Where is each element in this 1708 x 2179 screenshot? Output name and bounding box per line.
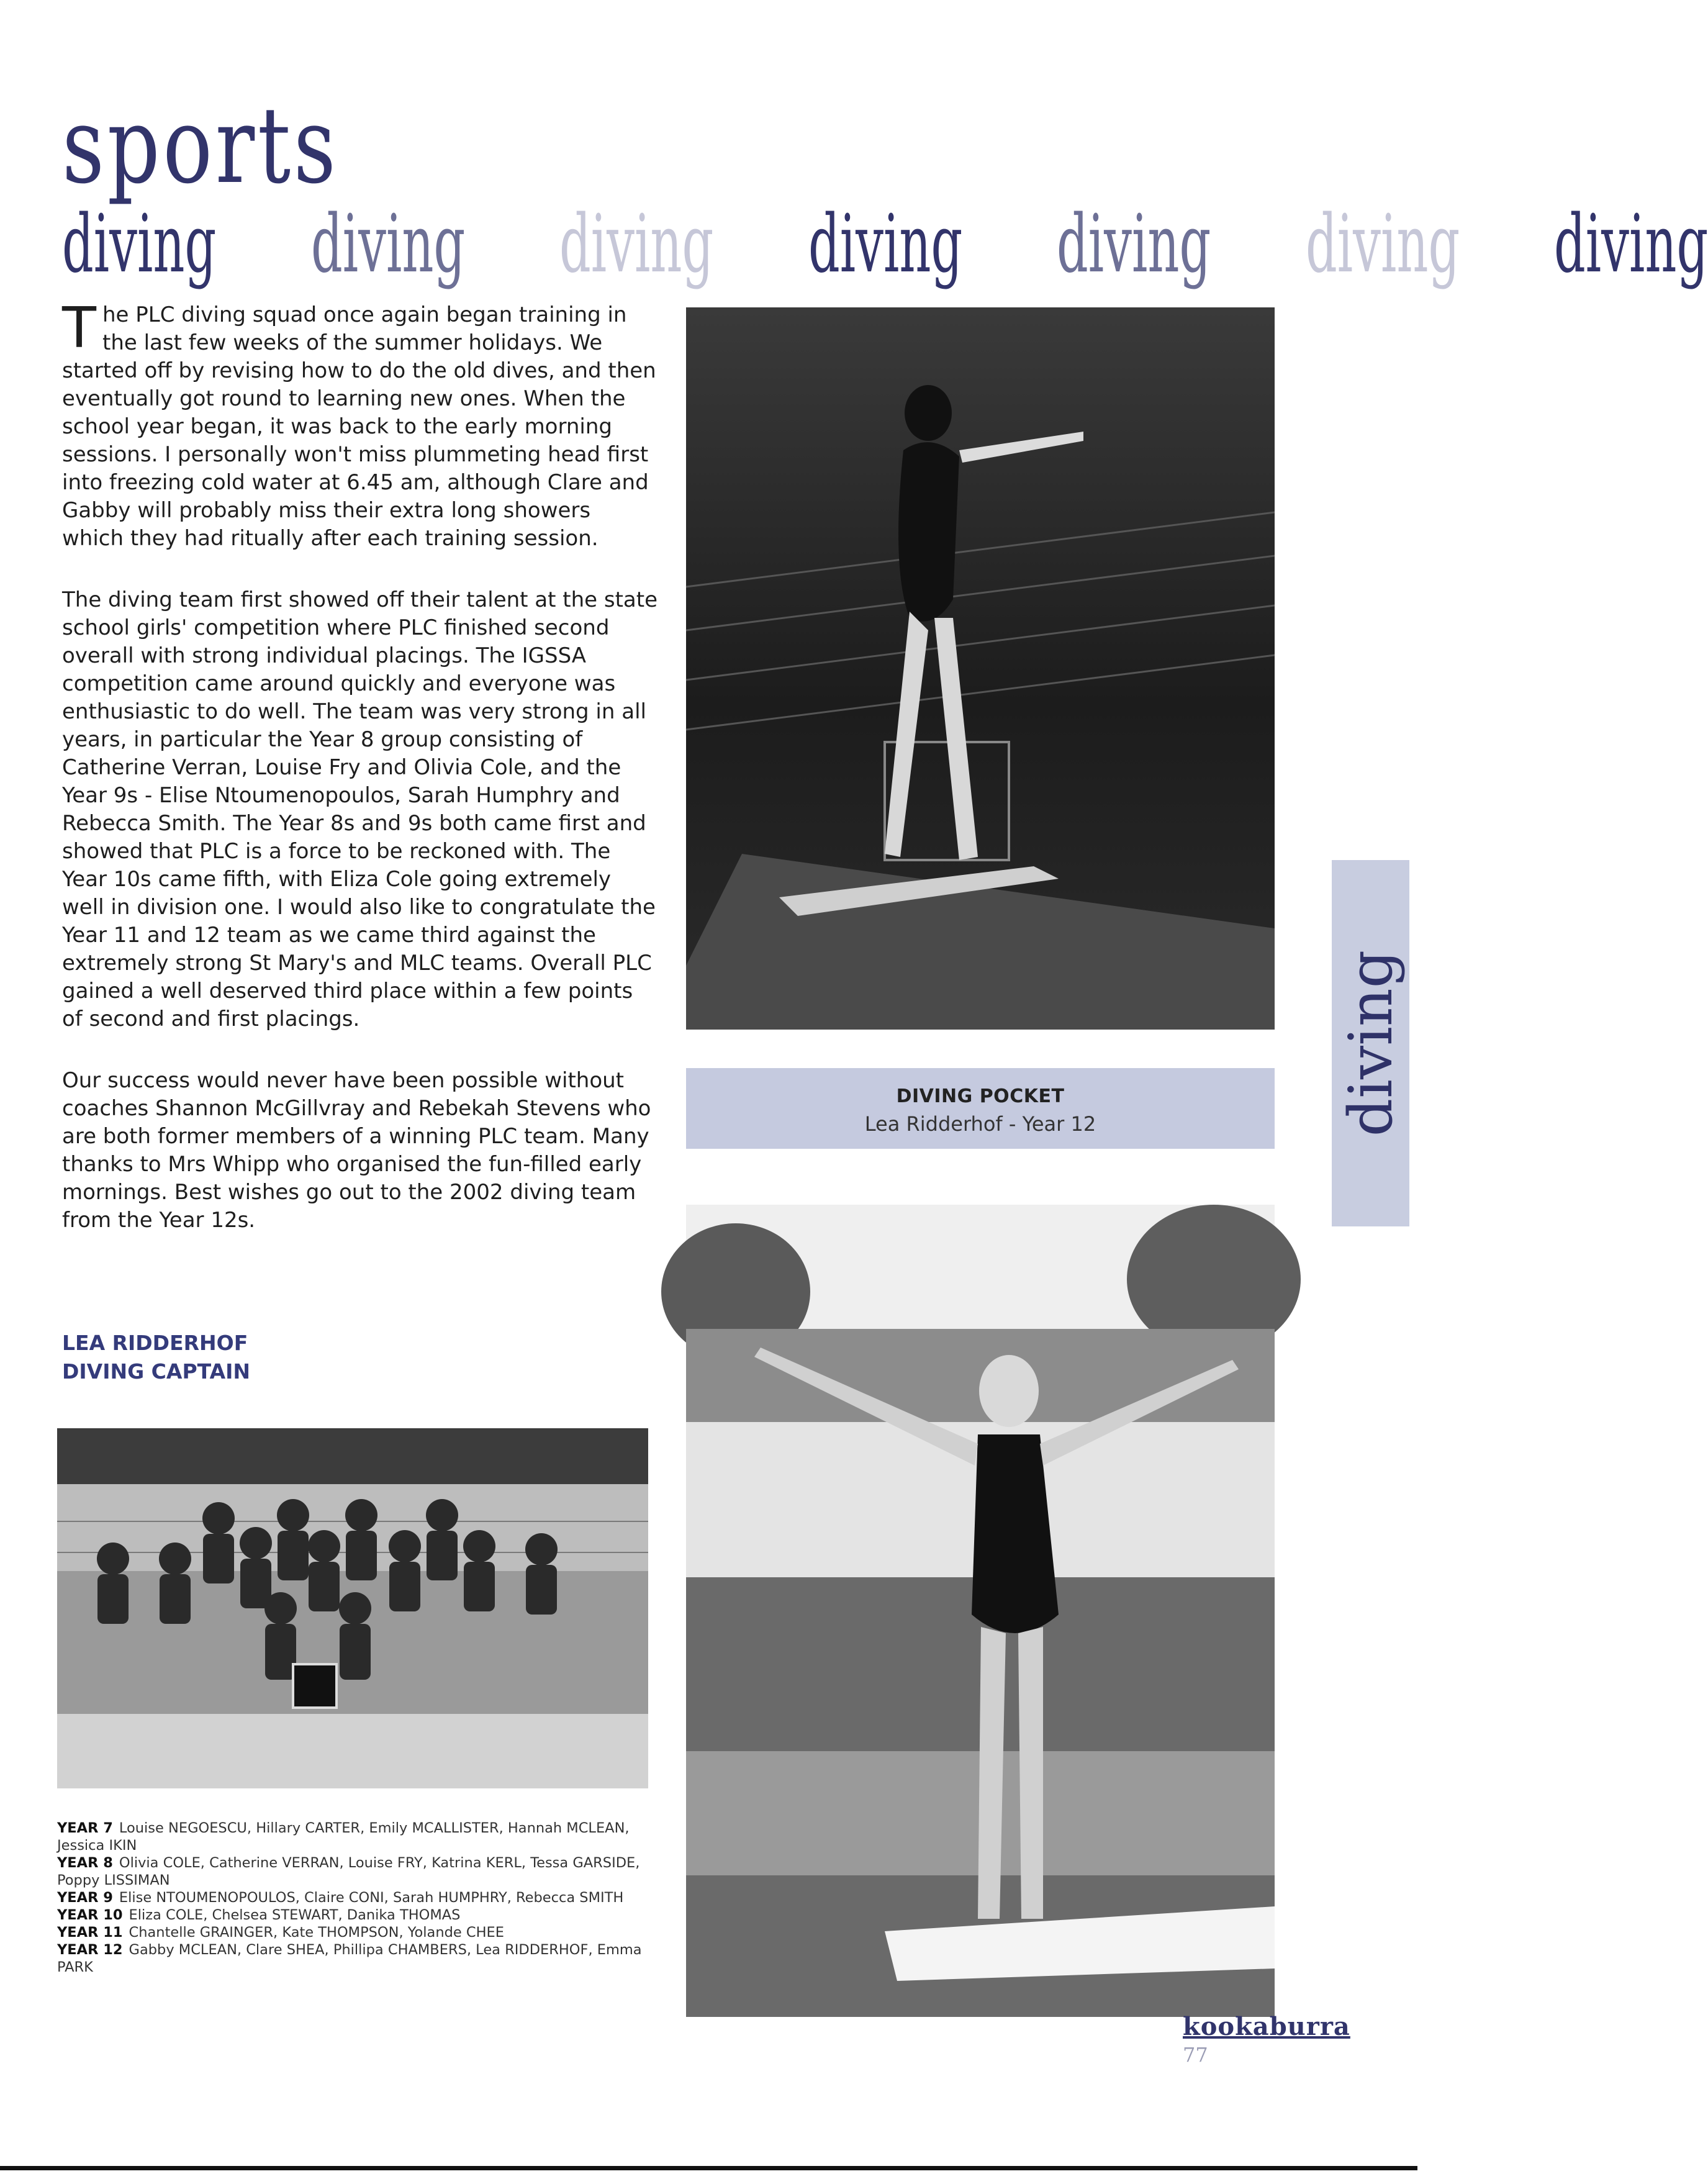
roster-year: YEAR 10 (57, 1907, 123, 1923)
page-number: 77 (1183, 2043, 1208, 2067)
photo-caption (686, 1068, 1275, 1149)
article-body (62, 296, 658, 1268)
article-paragraph: Our success would never have been possible without coaches Shannon McGillvray and Rebekah Stevens who are both former members of a winning PLC team. Many thanks to Mrs Whipp who organised the fun-filled early mornings. Best wishes go out to the 2002 diving team from the Year 12s. (62, 1068, 651, 1233)
article-signature (62, 1329, 250, 1386)
roster-names: Olivia COLE, Catherine VERRAN, Louise FRY, Katrina KERL, Tessa GARSIDE, Poppy LISSIMAN (57, 1855, 640, 1888)
diving-word: diving (559, 198, 714, 291)
roster-names: Eliza COLE, Chelsea STEWART, Danika THOMAS (129, 1907, 461, 1923)
roster-line (57, 1906, 653, 1924)
side-section-tab (1332, 860, 1409, 1226)
young-diver-photo (686, 1205, 1275, 2017)
diving-word: diving (1554, 198, 1708, 291)
caption-title: DIVING POCKET (896, 1085, 1065, 1107)
roster-line (57, 1924, 653, 1941)
roster-line (57, 1941, 653, 1976)
roster-names: Gabby MCLEAN, Clare SHEA, Phillipa CHAMBERS, Lea RIDDERHOF, Emma PARK (57, 1942, 642, 1975)
roster-names: Chantelle GRAINGER, Kate THOMPSON, Yolande CHEE (129, 1924, 504, 1941)
author-role: DIVING CAPTAIN (62, 1359, 251, 1384)
roster-names: Louise NEGOESCU, Hillary CARTER, Emily MCALLISTER, Hannah MCLEAN, Jessica IKIN (57, 1820, 630, 1854)
diving-word: diving (62, 198, 217, 291)
roster-line (57, 1854, 653, 1889)
roster-year: YEAR 7 (57, 1820, 113, 1836)
diver-on-board-photo (686, 307, 1275, 1030)
diving-word: diving (1057, 198, 1211, 291)
roster-year: YEAR 12 (57, 1942, 123, 1958)
article-paragraph: The PLC diving squad once again began training in the last few weeks of the summer holidays. We started off by revising how to do the old dives, and then eventually got round to learning new ones. When the school year began, it was back to the early morning sessions. I personally won't miss plummeting head first into freezing cold water at 6.45 am, although Clare and Gabby will probably miss their extra long showers which they had ritually after each training session. (62, 296, 656, 551)
roster-line (57, 1889, 653, 1906)
diving-banner (62, 198, 1708, 291)
diving-word: diving (1305, 198, 1460, 291)
article-paragraph: The diving team first showed off their talent at the state school girls' competition where PLC finished second overall with strong individual placings. The IGSSA competition came around quickly and everyone was enthusiastic to do well. The team was very strong in all years, in particular the Year 8 group consisting of Catherine Verran, Louise Fry and Olivia Cole, and the Year 9s - Elise Ntoumenopoulos, Sarah Humphry and Rebecca Smith. The Year 8s and 9s both came first and showed that PLC is a force to be reckoned with. The Year 10s came fifth, with Eliza Cole going extremely well in division one. I would also like to congratulate the Year 11 and 12 team as we came third against the extremely strong St Mary's and MLC teams. Overall PLC gained a well deserved third place within a few points of second and first placings. (62, 587, 658, 1031)
author-name: LEA RIDDERHOF (62, 1331, 248, 1355)
team-group-photo (57, 1428, 648, 1788)
side-tab-label: diving (1335, 949, 1406, 1137)
diving-word: diving (310, 198, 465, 291)
roster-names: Elise NTOUMENOPOULOS, Claire CONI, Sarah HUMPHRY, Rebecca SMITH (119, 1890, 624, 1906)
diving-word: diving (808, 198, 962, 291)
section-title: sports (62, 84, 339, 207)
bottom-rule (0, 2166, 1417, 2170)
publication-name: kookaburra (1183, 2012, 1350, 2041)
roster-year: YEAR 8 (57, 1855, 113, 1871)
roster-year: YEAR 11 (57, 1924, 123, 1941)
caption-name: Lea Ridderhof - Year 12 (864, 1112, 1096, 1136)
roster-year: YEAR 9 (57, 1890, 113, 1906)
roster-line (57, 1819, 653, 1854)
team-roster (57, 1819, 653, 1976)
